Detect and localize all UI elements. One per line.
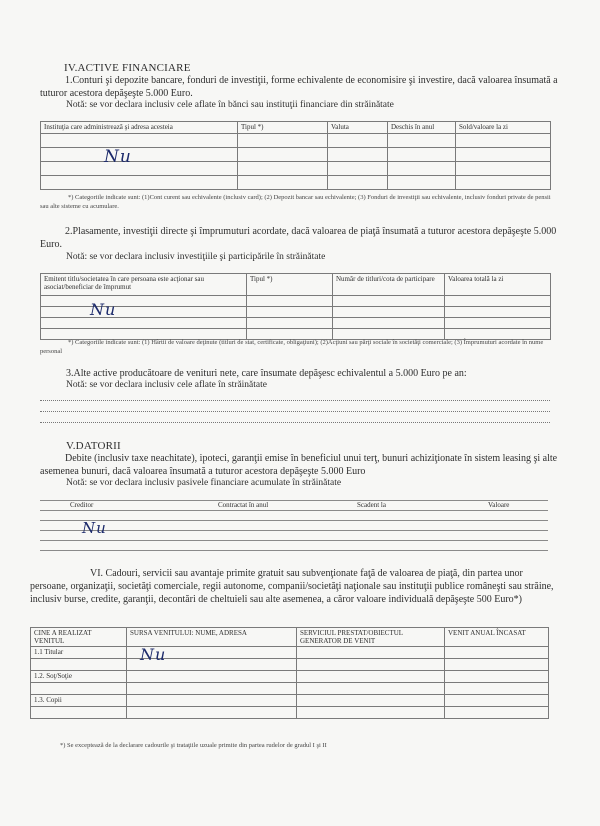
table-row — [40, 531, 548, 541]
col-annual-income: VENIT ANUAL ÎNCASAT — [445, 628, 549, 647]
handwritten-answer-4: Nu — [140, 645, 167, 664]
table-row — [31, 683, 549, 695]
section-debts-note: Notă: se vor declara inclusiv pasivele financiare acumulate în străinătate — [66, 478, 342, 488]
gifts-footnote: *) Se exceptează de la declarare cadourile şi trataţiile uzuale primite din partea rudelor de gradul I şi II — [60, 742, 327, 749]
col-institution: Instituţia care administrează şi adresa acesteia — [41, 122, 238, 134]
col-share-count: Număr de titluri/cota de participare — [333, 274, 445, 296]
table-row — [31, 707, 549, 719]
section-debts-title: V.DATORII — [66, 440, 121, 452]
section-2-note: Notă: se vor declara inclusiv investiţiile şi participările în străinătate — [66, 252, 326, 262]
row-label-children: 1.3. Copii — [31, 695, 127, 707]
section-1-text: 1.Conturi şi depozite bancare, fonduri de investiţii, forme echivalente de economisire şi investire, dacă valoarea însumată a tuturor acestora depăşeşte 5.000 Euro. — [40, 75, 558, 99]
table-1-footnote: *) Categoriile indicate sunt: (1)Cont curent sau echivalente (inclusiv card); (2) Depozit bancar sau echivalente; (3) Fonduri de investiţii sau echivalente, inclusiv fonduri private de pensii sau alte sisteme cu acumulare. — [40, 194, 551, 210]
table-row — [41, 296, 551, 307]
col-type: Tipul *) — [247, 274, 333, 296]
table-row — [31, 671, 549, 683]
handwritten-answer-2: Nu — [90, 300, 117, 319]
section-debts-text: Debite (inclusiv taxe neachitate), ipoteci, garanţii emise în beneficiul unui terţ, bunuri achiziţionate în sistem leasing şi alte asemenea bunuri, dacă valoarea însumată a tuturor acestora depăşeşte 5.000 Euro — [40, 453, 558, 477]
section-3-text: 3.Alte active producătoare de venituri nete, care însumate depăşesc echivalentul a 5.000 Euro pe an: — [66, 368, 467, 379]
table-row — [40, 521, 548, 531]
table-2-footnote: *) Categoriile indicate sunt: (1) Hârtii de valoare deţinute (titluri de stat, certificate, obligaţiuni); (2)Acţiuni sau părţi sociale în societăţi comerciale; (3) Împrumuturi acordate în nume personal — [40, 339, 544, 355]
handwritten-answer-3: Nu — [82, 519, 107, 537]
blank-line — [40, 400, 550, 401]
table-row — [31, 659, 549, 671]
table-row — [40, 541, 548, 551]
col-who-earned: CINE A REALIZAT VENITUL — [31, 628, 127, 647]
section-gifts-text: VI. Cadouri, servicii sau avantaje primite gratuit sau subvenţionate faţă de valoarea de piaţă, din partea unor persoane, organizaţii, societăţi comerciale, regii autonome, companii/societăţi naţionale sau instituţii publice româneşti sau străine, inclusiv burse, credite, garanţii, decontări de cheltuieli sau alte asemenea, a căror valoare individuală depăşeşte 500 Euro*) — [30, 568, 554, 605]
table-row — [41, 307, 551, 318]
col-issuer: Emitent titlu/societatea în care persoana este acţionar sau asociat/beneficiar de împrumut — [41, 274, 247, 296]
handwritten-answer-1: Nu — [104, 147, 132, 167]
table-row — [31, 647, 549, 659]
row-label-titular: 1.1 Titular — [31, 647, 127, 659]
col-contract-year: Contractat în anul — [168, 501, 354, 511]
col-income-source: SURSA VENITULUI: NUME, ADRESA — [127, 628, 297, 647]
table-row — [41, 176, 551, 190]
col-creditor: Creditor — [40, 501, 168, 511]
investments-table — [40, 273, 551, 340]
table-row — [41, 318, 551, 329]
section-3-note: Notă: se vor declara inclusiv cele aflate în străinătate — [66, 380, 267, 390]
col-balance: Sold/valoare la zi — [456, 122, 551, 134]
blank-line — [40, 411, 550, 412]
table-row — [40, 511, 548, 521]
table-row — [31, 695, 549, 707]
section-2-text: 2.Plasamente, investiţii directe şi împrumuturi acordate, dacă valoarea de piaţă însumată a tuturor acestora depăşeşte 5.000 Euro. — [40, 226, 557, 250]
col-value: Valoare — [458, 501, 548, 511]
col-total-value: Valoarea totală la zi — [445, 274, 551, 296]
gifts-table — [30, 627, 549, 719]
row-label-spouse: 1.2. Soţ/Soţie — [31, 671, 127, 683]
section-1-note: Notă: se vor declara inclusiv cele aflate în bănci sau instituţii financiare din străinătate — [66, 100, 394, 110]
col-currency: Valuta — [328, 122, 388, 134]
col-opened-year: Deschis în anul — [388, 122, 456, 134]
section-financial-assets-title: IV.ACTIVE FINANCIARE — [64, 62, 191, 74]
debts-table — [40, 500, 548, 551]
col-service: SERVICIUL PRESTAT/OBIECTUL GENERATOR DE VENIT — [297, 628, 445, 647]
blank-line — [40, 422, 550, 423]
col-due-date: Scadent la — [354, 501, 458, 511]
col-type: Tipul *) — [238, 122, 328, 134]
table-row — [41, 134, 551, 148]
